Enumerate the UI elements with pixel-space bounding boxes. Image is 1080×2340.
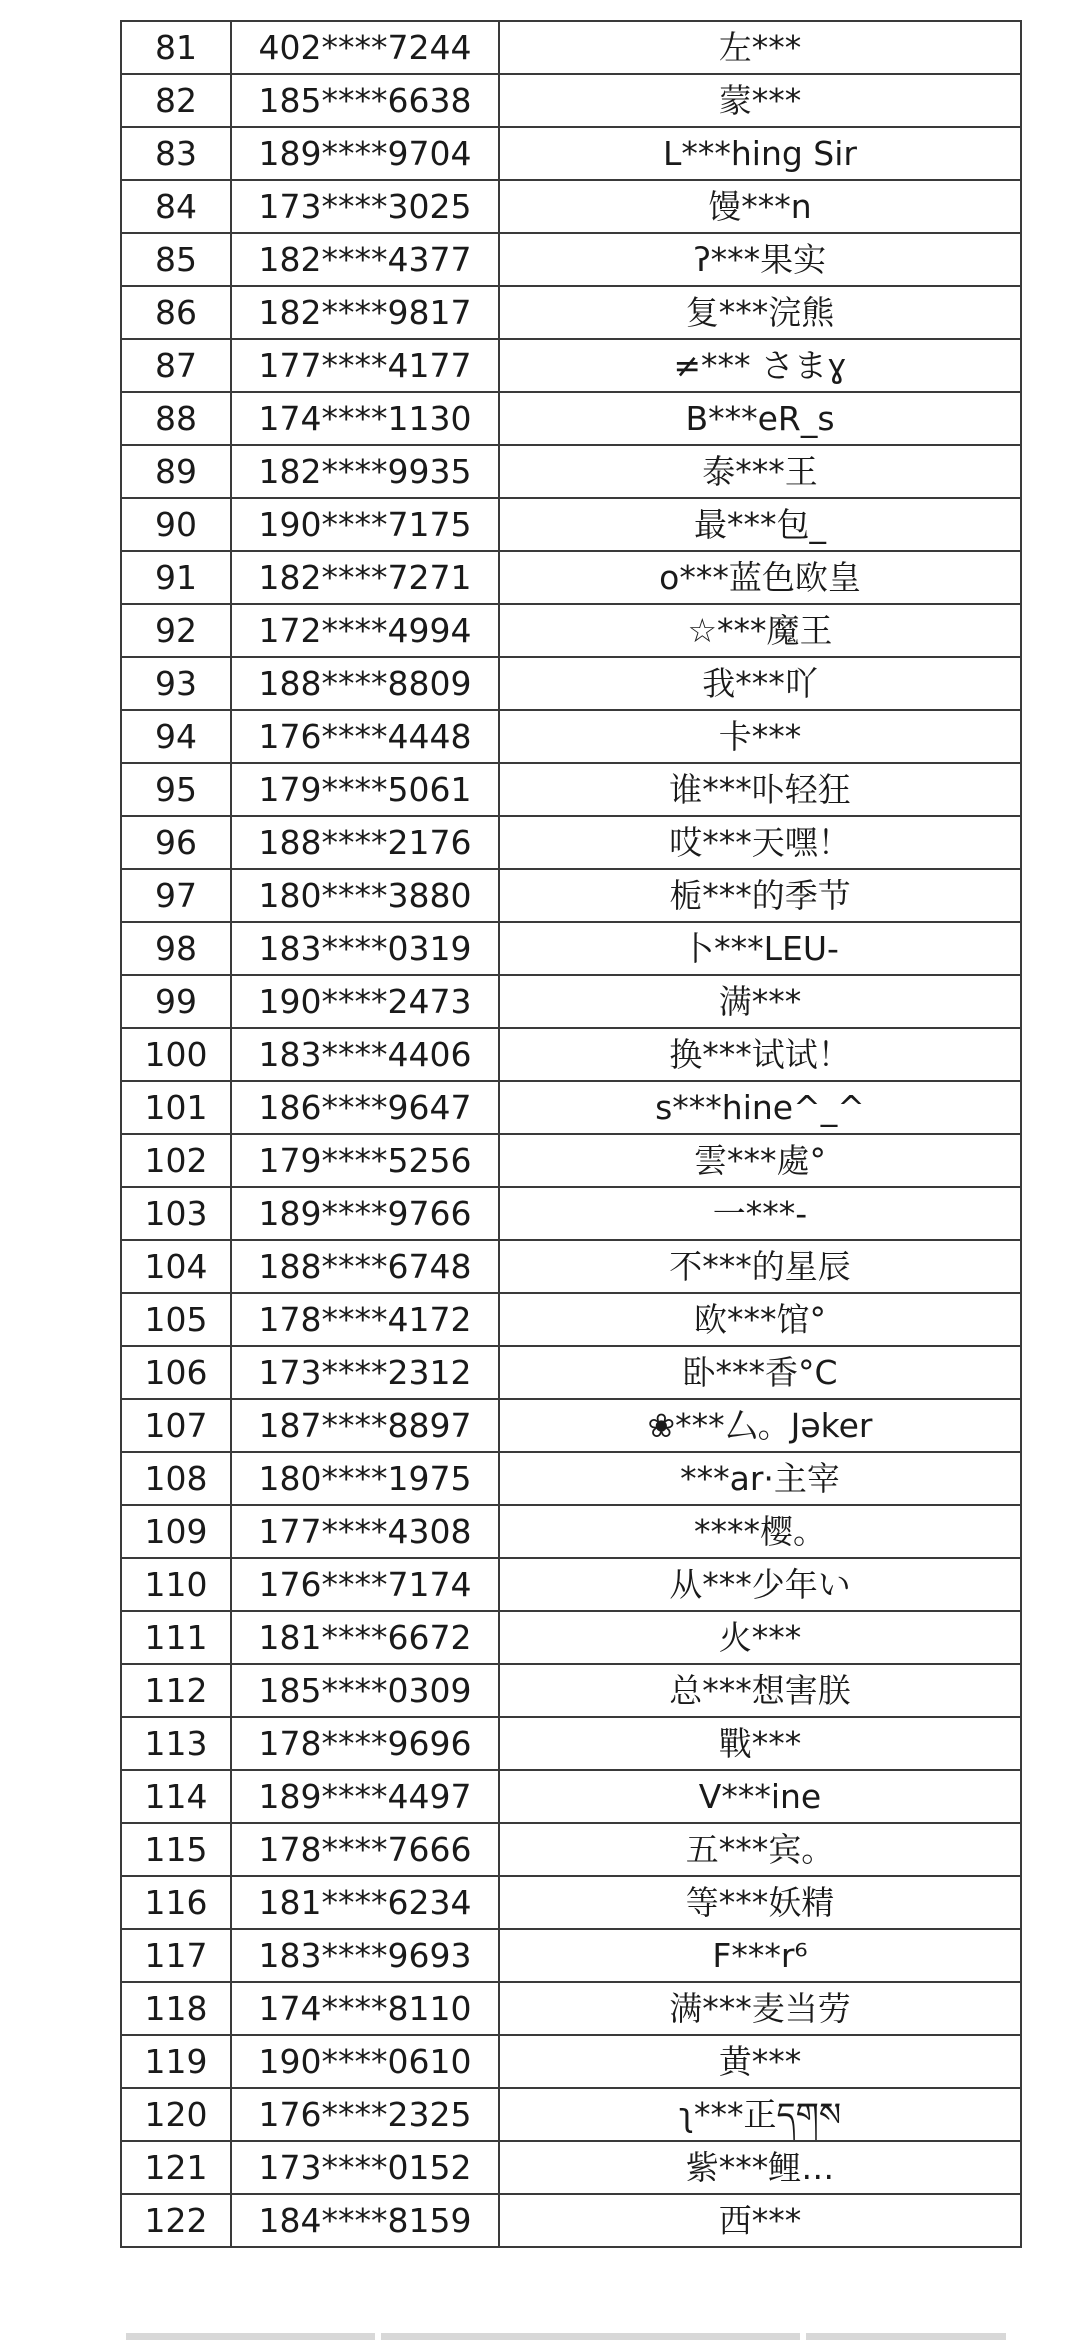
phone-cell: 180****1975 xyxy=(231,1452,499,1505)
table-row xyxy=(121,763,1021,816)
rank-cell: 102 xyxy=(121,1134,231,1187)
table-row xyxy=(121,1770,1021,1823)
phone-cell: 178****4172 xyxy=(231,1293,499,1346)
table-row xyxy=(121,1293,1021,1346)
table-row xyxy=(121,233,1021,286)
rank-cell: 91 xyxy=(121,551,231,604)
table-row xyxy=(121,2194,1021,2247)
nickname-cell: 我***吖 xyxy=(499,657,1021,710)
nickname-cell: ≠*** さまɣ xyxy=(499,339,1021,392)
table-row xyxy=(121,21,1021,74)
phone-cell: 190****2473 xyxy=(231,975,499,1028)
rank-cell: 108 xyxy=(121,1452,231,1505)
nickname-cell: 火*** xyxy=(499,1611,1021,1664)
nickname-cell: 不***的星辰 xyxy=(499,1240,1021,1293)
nickname-cell: B***eR_s xyxy=(499,392,1021,445)
nickname-cell: 黄*** xyxy=(499,2035,1021,2088)
phone-cell: 174****1130 xyxy=(231,392,499,445)
nickname-cell: 换***试试！ xyxy=(499,1028,1021,1081)
phone-cell: 183****4406 xyxy=(231,1028,499,1081)
phone-cell: 178****7666 xyxy=(231,1823,499,1876)
phone-cell: 173****0152 xyxy=(231,2141,499,2194)
rank-cell: 107 xyxy=(121,1399,231,1452)
table-row xyxy=(121,1240,1021,1293)
nickname-cell: 谁***卟轻狂 xyxy=(499,763,1021,816)
nickname-cell: 泰***王 xyxy=(499,445,1021,498)
rank-cell: 92 xyxy=(121,604,231,657)
next-page-edge xyxy=(126,2333,1006,2340)
rank-cell: 94 xyxy=(121,710,231,763)
rank-cell: 116 xyxy=(121,1876,231,1929)
table-row xyxy=(121,1982,1021,2035)
rank-cell: 122 xyxy=(121,2194,231,2247)
rank-cell: 101 xyxy=(121,1081,231,1134)
phone-cell: 188****6748 xyxy=(231,1240,499,1293)
phone-cell: 183****9693 xyxy=(231,1929,499,1982)
table-row xyxy=(121,127,1021,180)
rank-cell: 111 xyxy=(121,1611,231,1664)
rank-cell: 105 xyxy=(121,1293,231,1346)
phone-cell: 173****3025 xyxy=(231,180,499,233)
nickname-cell: 五***宾。 xyxy=(499,1823,1021,1876)
rank-cell: 86 xyxy=(121,286,231,339)
nickname-cell: ☆***魔王 xyxy=(499,604,1021,657)
rank-cell: 109 xyxy=(121,1505,231,1558)
table-row xyxy=(121,1823,1021,1876)
nickname-cell: 蒙*** xyxy=(499,74,1021,127)
rank-cell: 82 xyxy=(121,74,231,127)
nickname-cell: 雲***處° xyxy=(499,1134,1021,1187)
table-row xyxy=(121,657,1021,710)
phone-cell: 186****9647 xyxy=(231,1081,499,1134)
rank-cell: 112 xyxy=(121,1664,231,1717)
phone-cell: 185****6638 xyxy=(231,74,499,127)
phone-cell: 185****0309 xyxy=(231,1664,499,1717)
rank-cell: 114 xyxy=(121,1770,231,1823)
table-row xyxy=(121,2035,1021,2088)
table-row xyxy=(121,2088,1021,2141)
nickname-cell: 西*** xyxy=(499,2194,1021,2247)
rank-cell: 97 xyxy=(121,869,231,922)
table-row xyxy=(121,1399,1021,1452)
table-row xyxy=(121,1028,1021,1081)
table-row xyxy=(121,1664,1021,1717)
nickname-cell: F***r⁶ xyxy=(499,1929,1021,1982)
phone-cell: 190****7175 xyxy=(231,498,499,551)
table-row xyxy=(121,551,1021,604)
table-row xyxy=(121,710,1021,763)
table-row xyxy=(121,869,1021,922)
rank-cell: 100 xyxy=(121,1028,231,1081)
rank-cell: 119 xyxy=(121,2035,231,2088)
phone-cell: 177****4177 xyxy=(231,339,499,392)
phone-cell: 184****8159 xyxy=(231,2194,499,2247)
phone-cell: 179****5061 xyxy=(231,763,499,816)
nickname-cell: 馒***n xyxy=(499,180,1021,233)
rank-cell: 95 xyxy=(121,763,231,816)
phone-cell: 181****6672 xyxy=(231,1611,499,1664)
table-row xyxy=(121,339,1021,392)
nickname-cell: 哎***天嘿！ xyxy=(499,816,1021,869)
table-row xyxy=(121,1876,1021,1929)
table-row xyxy=(121,392,1021,445)
nickname-cell: 满*** xyxy=(499,975,1021,1028)
phone-cell: 182****9817 xyxy=(231,286,499,339)
rank-cell: 117 xyxy=(121,1929,231,1982)
table-row xyxy=(121,180,1021,233)
phone-cell: 174****8110 xyxy=(231,1982,499,2035)
nickname-cell: s***hine^_^ xyxy=(499,1081,1021,1134)
phone-cell: 176****7174 xyxy=(231,1558,499,1611)
table-row xyxy=(121,286,1021,339)
rank-cell: 85 xyxy=(121,233,231,286)
rank-cell: 81 xyxy=(121,21,231,74)
nickname-cell: 复***浣熊 xyxy=(499,286,1021,339)
nickname-cell: 一***- xyxy=(499,1187,1021,1240)
phone-cell: 402****7244 xyxy=(231,21,499,74)
phone-cell: 172****4994 xyxy=(231,604,499,657)
rank-cell: 96 xyxy=(121,816,231,869)
rank-cell: 110 xyxy=(121,1558,231,1611)
table-row xyxy=(121,1717,1021,1770)
next-page-edge-cell xyxy=(381,2333,800,2340)
rank-cell: 106 xyxy=(121,1346,231,1399)
rank-cell: 118 xyxy=(121,1982,231,2035)
table-row xyxy=(121,1346,1021,1399)
table-row xyxy=(121,445,1021,498)
phone-cell: 180****3880 xyxy=(231,869,499,922)
winners-table-body xyxy=(121,21,1021,2247)
nickname-cell: 从***少年い xyxy=(499,1558,1021,1611)
table-row xyxy=(121,816,1021,869)
phone-cell: 189****9704 xyxy=(231,127,499,180)
nickname-cell: 栀***的季节 xyxy=(499,869,1021,922)
phone-cell: 188****8809 xyxy=(231,657,499,710)
nickname-cell: 紫***鲤… xyxy=(499,2141,1021,2194)
nickname-cell: 等***妖精 xyxy=(499,1876,1021,1929)
rank-cell: 121 xyxy=(121,2141,231,2194)
nickname-cell: 卜***LEU- xyxy=(499,922,1021,975)
nickname-cell: L***hing Sir xyxy=(499,127,1021,180)
phone-cell: 176****4448 xyxy=(231,710,499,763)
phone-cell: 183****0319 xyxy=(231,922,499,975)
rank-cell: 88 xyxy=(121,392,231,445)
rank-cell: 113 xyxy=(121,1717,231,1770)
phone-cell: 179****5256 xyxy=(231,1134,499,1187)
rank-cell: 103 xyxy=(121,1187,231,1240)
phone-cell: 187****8897 xyxy=(231,1399,499,1452)
table-row xyxy=(121,1929,1021,1982)
nickname-cell: 欧***馆° xyxy=(499,1293,1021,1346)
next-page-edge-cell xyxy=(806,2333,1006,2340)
nickname-cell: 卧***香°C xyxy=(499,1346,1021,1399)
next-page-edge-cell xyxy=(126,2333,375,2340)
rank-cell: 90 xyxy=(121,498,231,551)
rank-cell: 120 xyxy=(121,2088,231,2141)
phone-cell: 177****4308 xyxy=(231,1505,499,1558)
nickname-cell: ***ar·主宰 xyxy=(499,1452,1021,1505)
rank-cell: 99 xyxy=(121,975,231,1028)
winners-table xyxy=(120,20,1022,2248)
phone-cell: 189****4497 xyxy=(231,1770,499,1823)
rank-cell: 87 xyxy=(121,339,231,392)
phone-cell: 182****4377 xyxy=(231,233,499,286)
phone-cell: 188****2176 xyxy=(231,816,499,869)
rank-cell: 89 xyxy=(121,445,231,498)
phone-cell: 178****9696 xyxy=(231,1717,499,1770)
phone-cell: 182****9935 xyxy=(231,445,499,498)
table-row xyxy=(121,975,1021,1028)
rank-cell: 93 xyxy=(121,657,231,710)
table-row xyxy=(121,1134,1021,1187)
rank-cell: 84 xyxy=(121,180,231,233)
table-row xyxy=(121,604,1021,657)
phone-cell: 176****2325 xyxy=(231,2088,499,2141)
table-row xyxy=(121,1452,1021,1505)
table-row xyxy=(121,1505,1021,1558)
nickname-cell: V***ine xyxy=(499,1770,1021,1823)
phone-cell: 190****0610 xyxy=(231,2035,499,2088)
table-row xyxy=(121,2141,1021,2194)
nickname-cell: 总***想害朕 xyxy=(499,1664,1021,1717)
table-row xyxy=(121,1081,1021,1134)
table-row xyxy=(121,1611,1021,1664)
phone-cell: 182****7271 xyxy=(231,551,499,604)
rank-cell: 115 xyxy=(121,1823,231,1876)
table-row xyxy=(121,74,1021,127)
nickname-cell: 满***麦当劳 xyxy=(499,1982,1021,2035)
table-row xyxy=(121,1187,1021,1240)
phone-cell: 181****6234 xyxy=(231,1876,499,1929)
nickname-cell: ʅ***正དགས xyxy=(499,2088,1021,2141)
table-row xyxy=(121,498,1021,551)
rank-cell: 104 xyxy=(121,1240,231,1293)
nickname-cell: 戰*** xyxy=(499,1717,1021,1770)
phone-cell: 189****9766 xyxy=(231,1187,499,1240)
rank-cell: 83 xyxy=(121,127,231,180)
nickname-cell: ****樱。 xyxy=(499,1505,1021,1558)
rank-cell: 98 xyxy=(121,922,231,975)
nickname-cell: ʔ***果实 xyxy=(499,233,1021,286)
nickname-cell: ❀***厶。Jəker xyxy=(499,1399,1021,1452)
nickname-cell: o***蓝色欧皇 xyxy=(499,551,1021,604)
phone-cell: 173****2312 xyxy=(231,1346,499,1399)
nickname-cell: 最***包_ xyxy=(499,498,1021,551)
nickname-cell: 左*** xyxy=(499,21,1021,74)
table-row xyxy=(121,922,1021,975)
nickname-cell: 卡*** xyxy=(499,710,1021,763)
table-row xyxy=(121,1558,1021,1611)
